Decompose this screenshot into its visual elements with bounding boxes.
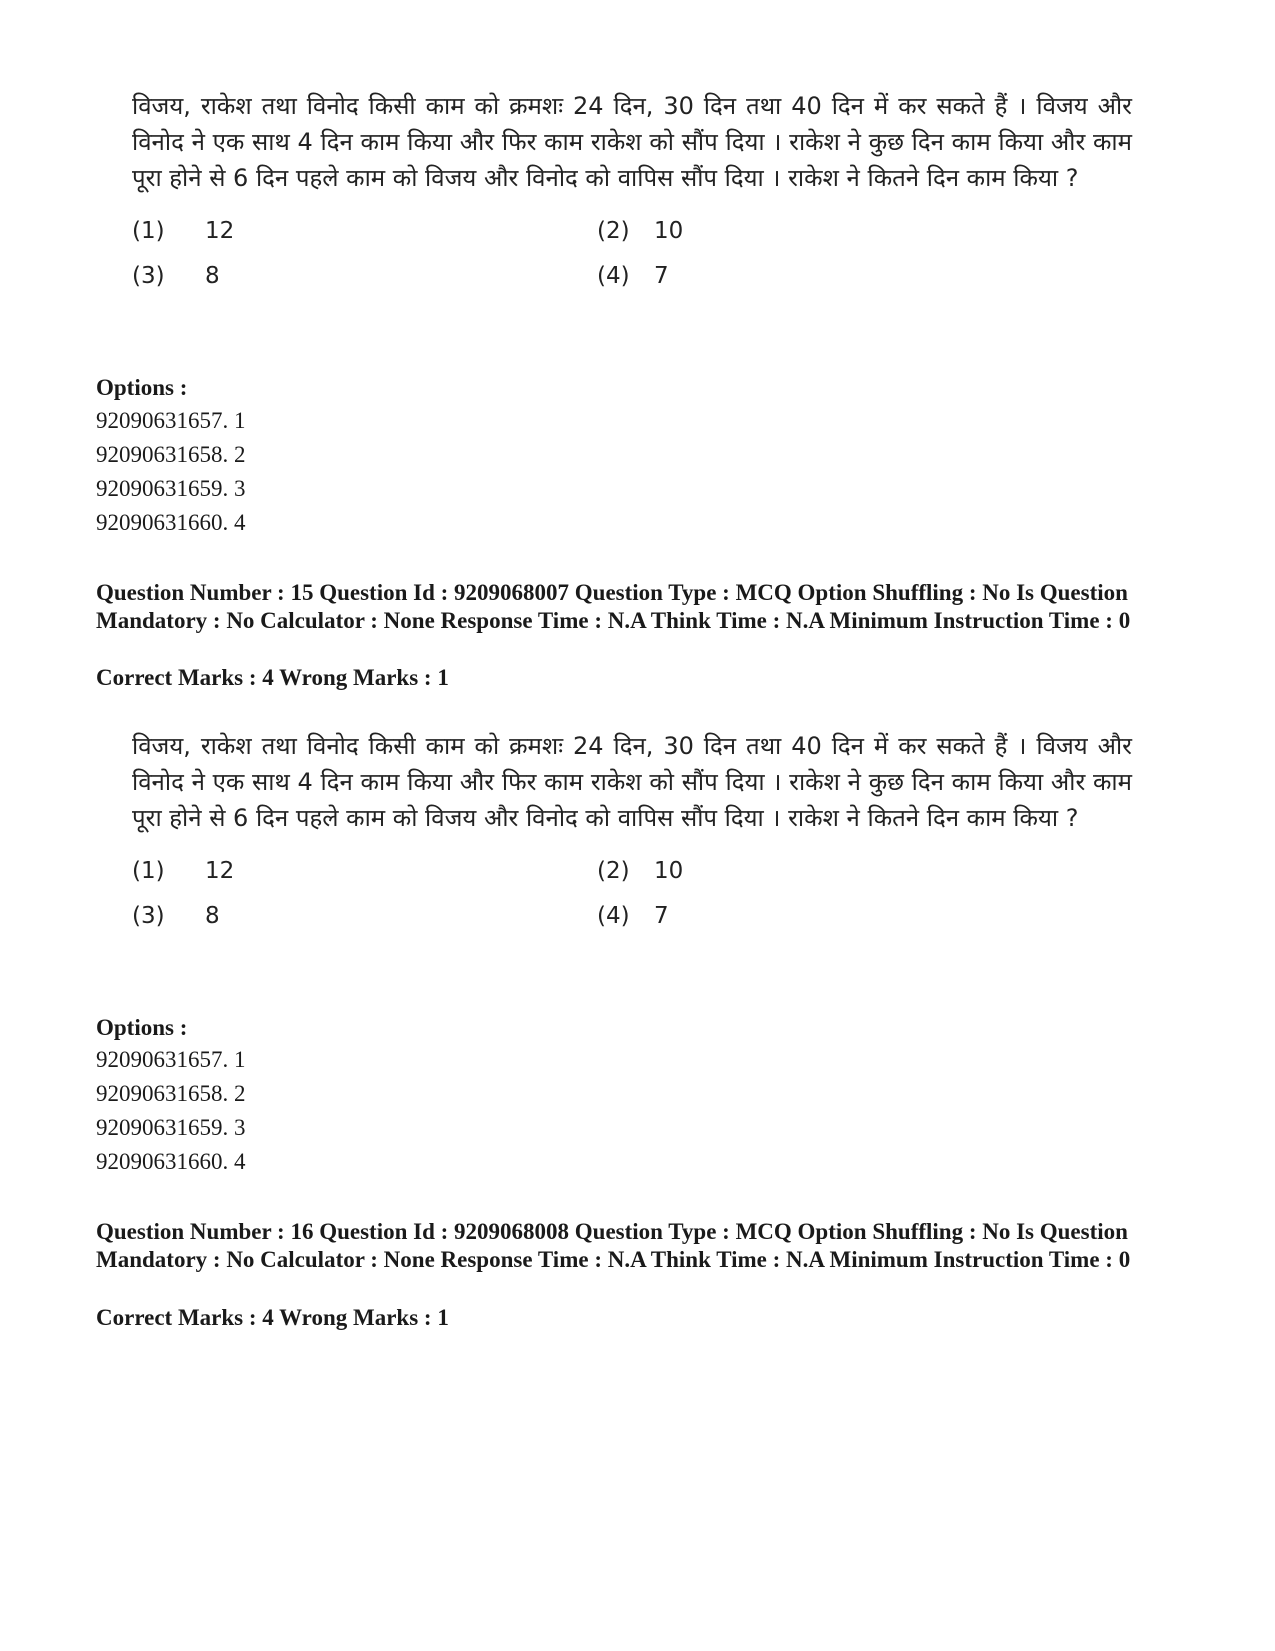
choice-number: (1) (132, 218, 165, 244)
choice-number: (4) (597, 263, 630, 289)
option-item: 92090631659. 3 (96, 476, 246, 501)
choice-item (597, 856, 683, 886)
answer-choices (132, 216, 1132, 312)
answer-choices (132, 856, 1132, 952)
question-meta: Question Number : 15 Question Id : 9209068007 Question Type : MCQ Option Shuffling : No Is Question Mandatory : No Calculator : None Response Time : N.A Think Time : N.A Minimum Instruction Time : 0 (96, 580, 1131, 633)
choice-item (132, 261, 220, 291)
option-item: 92090631659. 3 (96, 1115, 246, 1140)
choice-item (132, 856, 234, 886)
option-item: 92090631657. 1 (96, 1047, 246, 1072)
choice-number: (3) (132, 903, 165, 929)
choice-number: (2) (597, 218, 630, 244)
question-image (132, 88, 1132, 312)
option-item: 92090631658. 2 (96, 1081, 246, 1106)
choice-value: 12 (205, 218, 235, 244)
option-item: 92090631658. 2 (96, 442, 246, 467)
option-item: 92090631660. 4 (96, 1149, 246, 1174)
options-heading: Options : (96, 1015, 188, 1040)
question-text: विजय, राकेश तथा विनोद किसी काम को क्रमशः 24 दिन, 30 दिन तथा 40 दिन में कर सकते हैं । विजय और विनोद ने एक साथ 4 दिन काम किया और फिर काम राकेश को सौंप दिया । राकेश ने कुछ दिन काम किया और काम पूरा होने से 6 दिन पहले काम को विजय और विनोद को वापिस सौंप दिया । राकेश ने कितने दिन काम किया ? (132, 732, 1132, 832)
question-meta: Question Number : 16 Question Id : 9209068008 Question Type : MCQ Option Shuffling : No Is Question Mandatory : No Calculator : None Response Time : N.A Think Time : N.A Minimum Instruction Time : 0 (96, 1219, 1131, 1272)
choice-value: 10 (654, 858, 684, 884)
choice-value: 8 (205, 263, 220, 289)
choice-item (597, 901, 669, 931)
choice-value: 7 (654, 903, 669, 929)
choice-number: (3) (132, 263, 165, 289)
choice-value: 10 (654, 218, 684, 244)
options-list (96, 1043, 246, 1179)
options-list (96, 404, 246, 540)
choice-number: (1) (132, 858, 165, 884)
choice-value: 7 (654, 263, 669, 289)
option-item: 92090631660. 4 (96, 510, 246, 535)
choice-number: (4) (597, 903, 630, 929)
marks-line: Correct Marks : 4 Wrong Marks : 1 (96, 1305, 449, 1330)
choice-item (132, 901, 220, 931)
choice-item (597, 216, 683, 246)
marks-line: Correct Marks : 4 Wrong Marks : 1 (96, 665, 449, 690)
choice-value: 8 (205, 903, 220, 929)
choice-item (132, 216, 234, 246)
option-item: 92090631657. 1 (96, 408, 246, 433)
options-heading: Options : (96, 375, 188, 400)
question-text: विजय, राकेश तथा विनोद किसी काम को क्रमशः 24 दिन, 30 दिन तथा 40 दिन में कर सकते हैं । विजय और विनोद ने एक साथ 4 दिन काम किया और फिर काम राकेश को सौंप दिया । राकेश ने कुछ दिन काम किया और काम पूरा होने से 6 दिन पहले काम को विजय और विनोद को वापिस सौंप दिया । राकेश ने कितने दिन काम किया ? (132, 92, 1132, 192)
choice-item (597, 261, 669, 291)
choice-value: 12 (205, 858, 235, 884)
choice-number: (2) (597, 858, 630, 884)
question-image (132, 728, 1132, 952)
